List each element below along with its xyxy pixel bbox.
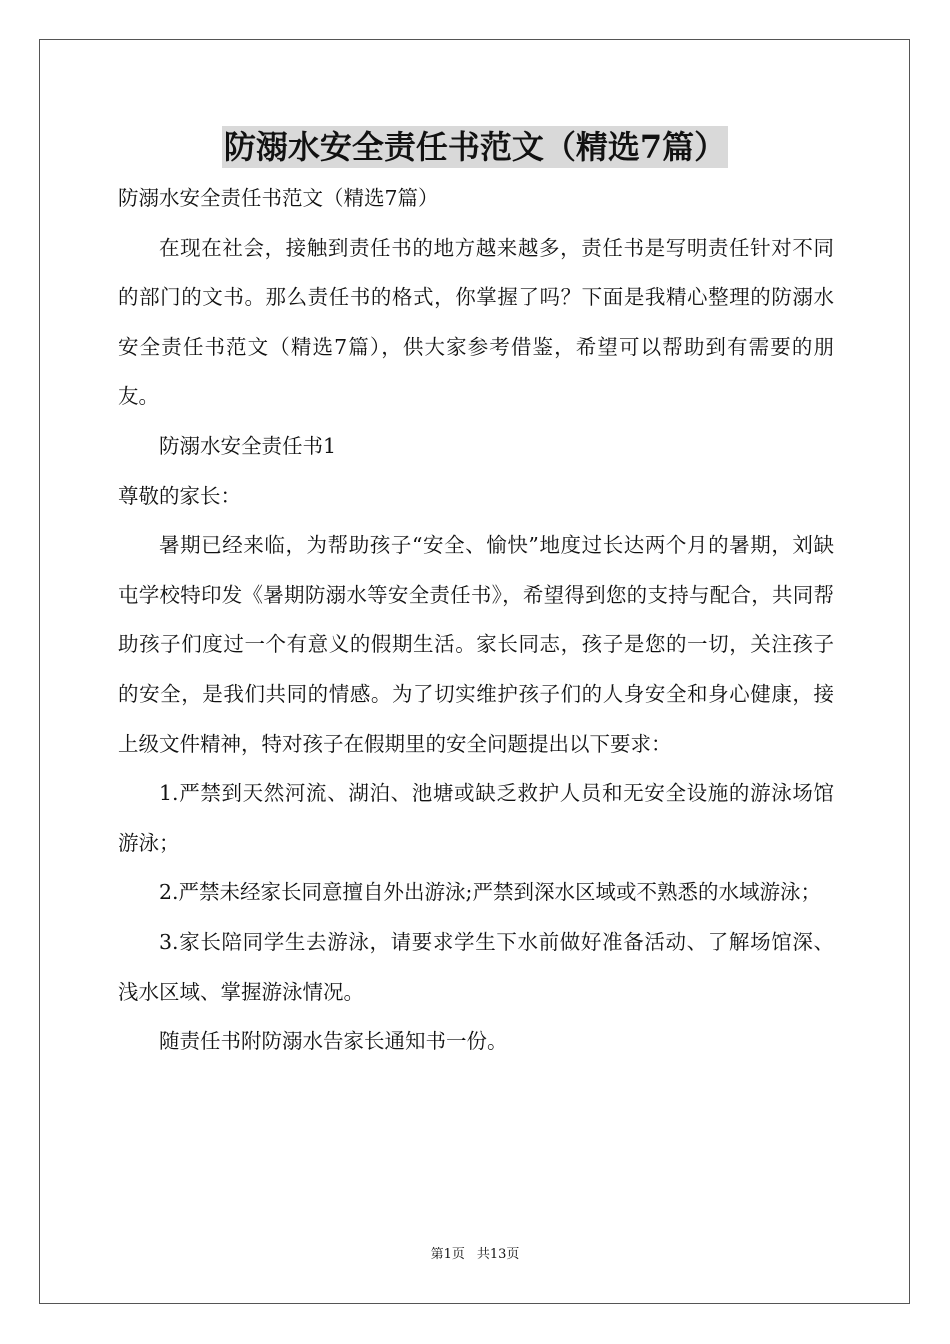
rule-item-2: 2.严禁未经家长同意擅自外出游泳;严禁到深水区域或不熟悉的水域游泳；: [159, 880, 821, 905]
page-total: 共13页: [476, 1247, 520, 1262]
rule-item-1: 1.严禁到天然河流、湖泊、池塘或缺乏救护人员和无安全设施的游泳场馆游泳；: [118, 781, 834, 855]
salutation: 尊敬的家长：: [118, 483, 241, 508]
subtitle-line: 防溺水安全责任书范文（精选7篇）: [118, 186, 439, 210]
section-heading: 防溺水安全责任书1: [159, 433, 337, 458]
intro-paragraph: 在现在社会，接触到责任书的地方越来越多，责任书是写明责任针对不同的部门的文书。那么责任书的格式，你掌握了吗？下面是我精心整理的防溺水安全责任书范文（精选7篇），供大家参考借鉴，希望可以帮助到有需要的朋友。: [118, 235, 834, 409]
document-body: [118, 174, 834, 1067]
document-title: 防溺水安全责任书范文（精选7篇）: [223, 128, 727, 166]
attachment-note: 随责任书附防溺水告家长通知书一份。: [159, 1029, 508, 1054]
page-number: 第1页: [430, 1247, 465, 1262]
title-container: [0, 126, 950, 168]
body-paragraph: 暑期已经来临，为帮助孩子“安全、愉快”地度过长达两个月的暑期，刘缺屯学校特印发《暑期防溺水等安全责任书》，希望得到您的支持与配合，共同帮助孩子们度过一个有意义的假期生活。家长同志，孩子是您的一切，关注孩子的安全，是我们共同的情感。为了切实维护孩子们的人身安全和身心健康，接上级文件精神，特对孩子在假期里的安全问题提出以下要求：: [118, 533, 834, 756]
rule-item-3: 3.家长陪同学生去游泳，请要求学生下水前做好准备活动、了解场馆深、浅水区域、掌握游泳情况。: [118, 929, 834, 1004]
page-footer: [0, 1246, 950, 1264]
